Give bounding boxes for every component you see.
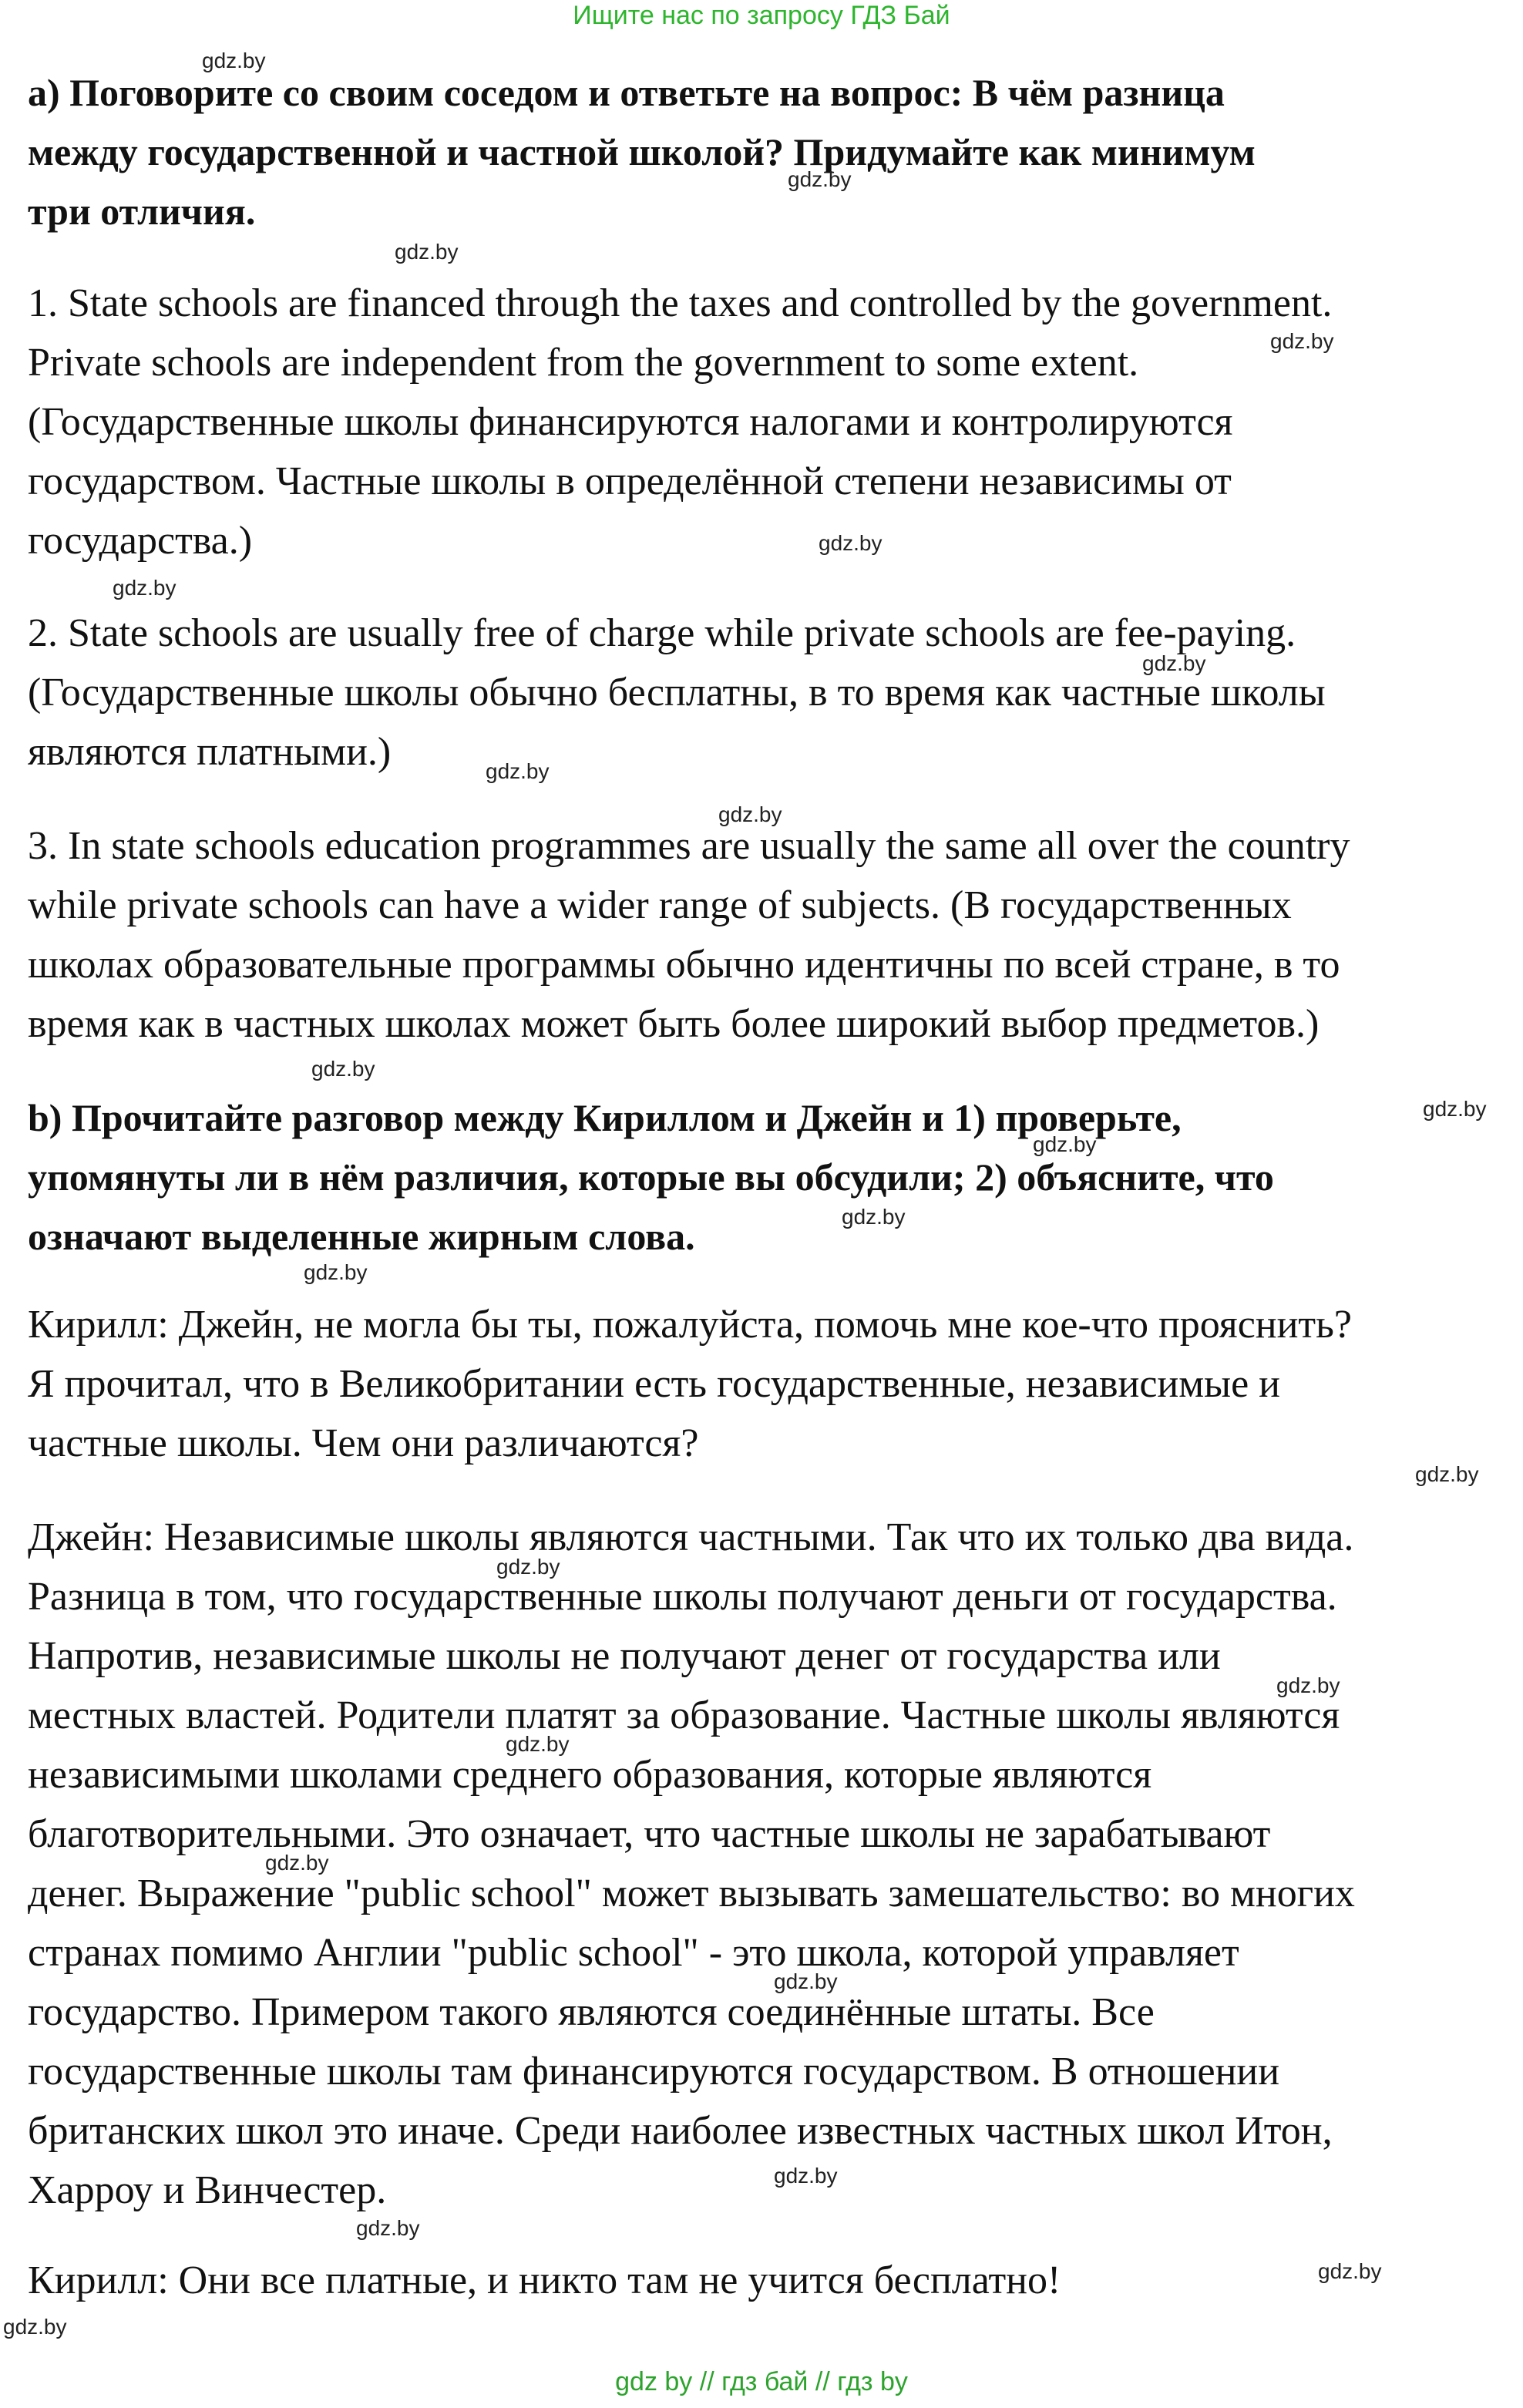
- task-a-question-line: a) Поговорите со своим соседом и ответьте на вопрос: В чём разница: [28, 71, 1225, 114]
- watermark: gdz.by: [1276, 1673, 1340, 1697]
- task-b-question-line: упомянуты ли в нём различия, которые вы обсудили; 2) объясните, что: [28, 1155, 1274, 1199]
- dialogue-line: Я прочитал, что в Великобритании есть государственные, независимые и: [28, 1362, 1280, 1406]
- watermark: gdz.by: [311, 1057, 375, 1081]
- watermark: gdz.by: [842, 1205, 906, 1229]
- answer-line: (Государственные школы финансируются налогами и контролируются: [28, 400, 1233, 444]
- watermark: gdz.by: [506, 1732, 570, 1756]
- dialogue-line: британских школ это иначе. Среди наиболее известных частных школ Итон,: [28, 2109, 1333, 2153]
- dialogue-line: Джейн: Независимые школы являются частными. Так что их только два вида.: [28, 1515, 1354, 1559]
- dialogue-kirill-2: [28, 2251, 1515, 2310]
- dialogue-line: государство. Примером такого являются соединённые штаты. Все: [28, 1990, 1155, 2034]
- task-b-question-line: означают выделенные жирным слова.: [28, 1215, 695, 1258]
- dialogue-line: денег. Выражение "public school" может вызывать замешательство: во многих: [28, 1872, 1355, 1915]
- dialogue-line: государственные школы там финансируются государством. В отношении: [28, 2050, 1280, 2094]
- watermark: gdz.by: [1423, 1097, 1487, 1121]
- answer-1: [28, 274, 1515, 570]
- watermark: gdz.by: [1415, 1462, 1479, 1486]
- answer-line: while private schools can have a wider range of subjects. (В государственных: [28, 883, 1292, 927]
- watermark: gdz.by: [265, 1851, 329, 1875]
- dialogue-line: Харроу и Винчестер.: [28, 2168, 387, 2212]
- watermark: gdz.by: [1142, 651, 1206, 675]
- dialogue-line: странах помимо Англии "public school" - это школа, которой управляет: [28, 1931, 1239, 1975]
- dialogue-kirill-1: [28, 1295, 1515, 1473]
- watermark: gdz.by: [718, 802, 782, 826]
- answer-3: [28, 816, 1515, 1054]
- task-a-question-line: между государственной и частной школой? Придумайте как минимум: [28, 130, 1256, 173]
- watermark: gdz.by: [113, 576, 177, 600]
- watermark: gdz.by: [1033, 1132, 1097, 1156]
- watermark: gdz.by: [819, 531, 883, 555]
- watermark: gdz.by: [202, 49, 266, 72]
- watermark: gdz.by: [496, 1555, 560, 1579]
- task-a-question-line: три отличия.: [28, 190, 256, 233]
- watermark: gdz.by: [356, 2216, 420, 2240]
- answer-line: время как в частных школах может быть более широкий выбор предметов.): [28, 1002, 1320, 1046]
- answer-line: школах образовательные программы обычно идентичны по всей стране, в то: [28, 943, 1340, 987]
- answer-line: являются платными.): [28, 730, 392, 774]
- dialogue-line: частные школы. Чем они различаются?: [28, 1421, 699, 1465]
- watermark: gdz.by: [774, 1969, 838, 1993]
- dialogue-line: Кирилл: Они все платные, и никто там не учится бесплатно!: [28, 2258, 1061, 2302]
- watermark: gdz.by: [1270, 329, 1334, 353]
- watermark: gdz.by: [788, 167, 852, 191]
- answer-line: (Государственные школы обычно бесплатны, в то время как частные школы: [28, 671, 1326, 715]
- watermark: gdz.by: [486, 759, 550, 783]
- watermark: gdz.by: [774, 2164, 838, 2188]
- footer-links[interactable]: gdz by // гдз бай // гдз by: [615, 2367, 908, 2396]
- watermark: gdz.by: [1318, 2259, 1382, 2283]
- answer-2: [28, 604, 1515, 782]
- dialogue-line: Кирилл: Джейн, не могла бы ты, пожалуйста, помочь мне кое-что прояснить?: [28, 1303, 1352, 1347]
- answer-line: государством. Частные школы в определённой степени независимы от: [28, 459, 1232, 503]
- answer-line: 1. State schools are financed through the taxes and controlled by the government.: [28, 281, 1333, 325]
- watermark: gdz.by: [3, 2315, 67, 2339]
- watermark: gdz.by: [304, 1260, 368, 1284]
- answer-line: 3. In state schools education programmes are usually the same all over the country: [28, 824, 1350, 868]
- answer-line: Private schools are independent from the government to some extent.: [28, 341, 1139, 385]
- answer-line: 2. State schools are usually free of charge while private schools are fee-paying.: [28, 611, 1296, 655]
- dialogue-line: Разница в том, что государственные школы получают деньги от государства.: [28, 1575, 1337, 1619]
- task-b-question: [28, 1088, 1515, 1266]
- dialogue-jane: [28, 1508, 1515, 2220]
- task-b-question-line: b) Прочитайте разговор между Кириллом и Джейн и 1) проверьте,: [28, 1096, 1182, 1139]
- watermark: gdz.by: [395, 240, 459, 264]
- dialogue-line: местных властей. Родители платят за образование. Частные школы являются: [28, 1693, 1340, 1737]
- dialogue-line: независимыми школами среднего образования, которые являются: [28, 1753, 1152, 1797]
- header-search-link[interactable]: Ищите нас по запросу ГДЗ Бай: [573, 1, 950, 30]
- dialogue-line: Напротив, независимые школы не получают денег от государства или: [28, 1634, 1221, 1678]
- answer-line: государства.): [28, 519, 253, 563]
- dialogue-line: благотворительными. Это означает, что частные школы не зарабатывают: [28, 1812, 1271, 1856]
- task-a-question: [28, 63, 1515, 241]
